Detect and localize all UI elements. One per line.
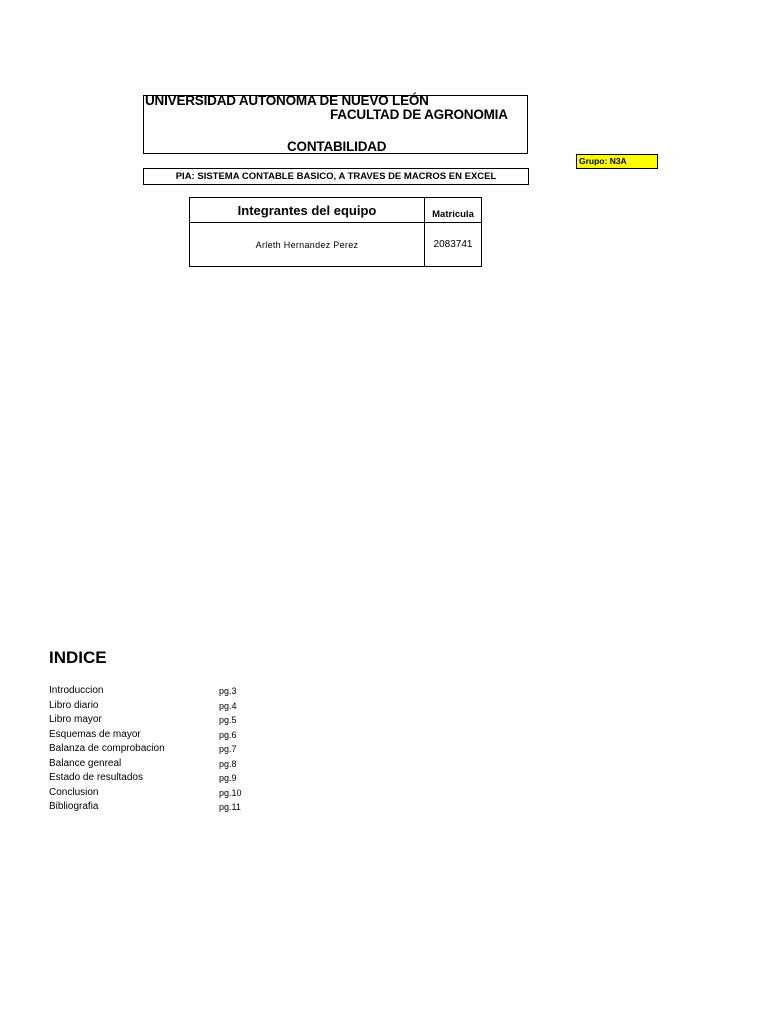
group-label: Grupo: N3A <box>576 154 658 169</box>
pia-title: PIA: SISTEMA CONTABLE BASICO, A TRAVES DE MACROS EN EXCEL <box>143 168 529 185</box>
university-name: UNIVERSIDAD AUTONOMA DE NUEVO LEÓN <box>145 93 429 108</box>
index-item-page: pg.9 <box>219 773 237 783</box>
index-item-page: pg.6 <box>219 729 237 740</box>
list-item <box>49 771 309 786</box>
index-item-page: pg.7 <box>219 744 237 754</box>
team-header-matricula: Matricula <box>425 198 482 223</box>
index-item-label: Balanza de comprobacion <box>49 743 165 754</box>
index-item-label: Estado de resultados <box>49 772 143 783</box>
list-item <box>49 728 309 743</box>
index-item-page: pg.4 <box>219 700 237 711</box>
index-item-page: pg.8 <box>219 758 237 769</box>
list-item <box>49 742 309 757</box>
index-item-label: Bibliografia <box>49 801 99 812</box>
index-item-label: Introduccion <box>49 685 104 696</box>
member-name: Arleth Hernandez Perez <box>190 223 425 267</box>
index-title: INDICE <box>49 648 107 667</box>
index-item-page: pg.11 <box>219 802 241 812</box>
index-item-label: Libro mayor <box>49 714 102 725</box>
list-item <box>49 800 309 815</box>
team-table-header-row <box>190 198 482 223</box>
index-item-label: Libro diario <box>49 699 99 711</box>
index-item-label: Balance genreal <box>49 757 122 769</box>
index-item-page: pg.3 <box>219 686 237 696</box>
table-row <box>190 223 482 267</box>
team-header-name: Integrantes del equipo <box>190 198 425 223</box>
team-table <box>189 197 482 267</box>
subject-title: CONTABILIDAD <box>287 139 387 154</box>
member-matricula: 2083741 <box>425 223 482 267</box>
faculty-name: FACULTAD DE AGRONOMIA <box>330 107 508 122</box>
list-item <box>49 786 309 801</box>
index-item-label: Esquemas de mayor <box>49 728 141 740</box>
index-item-page: pg.5 <box>219 715 237 725</box>
list-item <box>49 757 309 772</box>
index-item-label: Conclusion <box>49 786 99 798</box>
index-list <box>49 684 309 815</box>
list-item <box>49 713 309 728</box>
index-item-page: pg.10 <box>219 787 242 798</box>
list-item <box>49 684 309 699</box>
list-item <box>49 699 309 714</box>
